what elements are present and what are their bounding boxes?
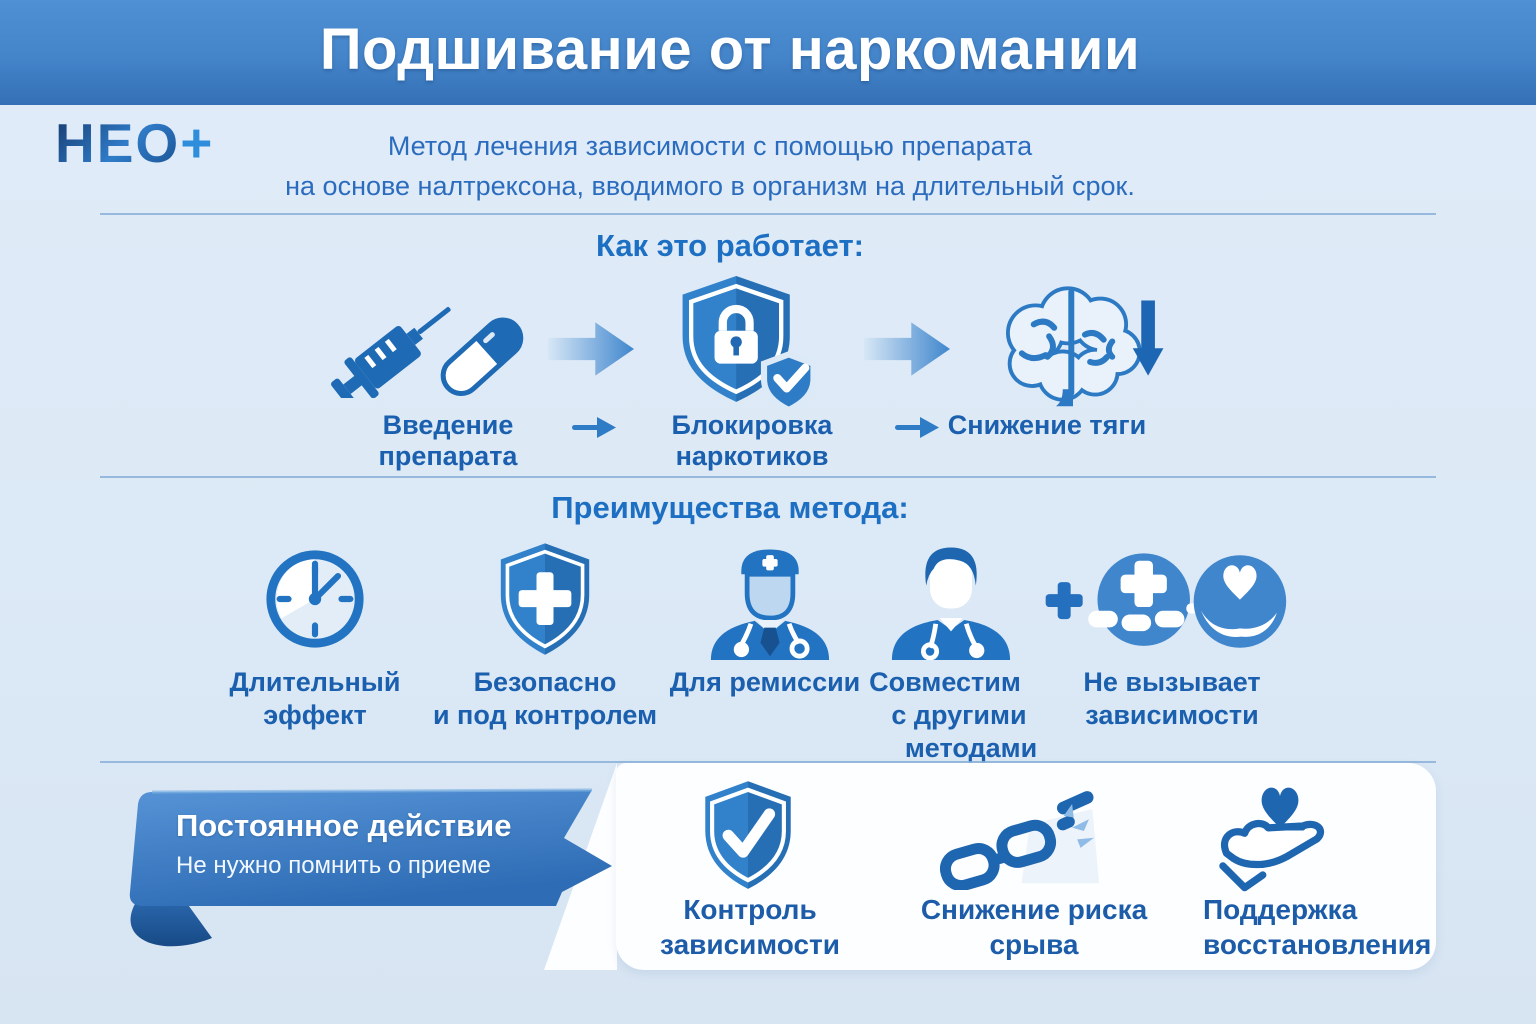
advantage-label: Для ремиссии xyxy=(669,667,861,697)
how-it-works-heading: Как это работает: xyxy=(596,228,864,263)
doctor-cap-icon xyxy=(702,538,838,660)
ribbon-subtitle: Не нужно помнить о приеме xyxy=(176,852,491,879)
shield-lock-icon xyxy=(672,274,822,408)
benefit-label: Снижение риска срыва xyxy=(920,894,1148,960)
advantages-heading: Преимущества метода: xyxy=(551,490,909,525)
step-label: Введение препарата xyxy=(378,410,518,471)
flow-arrow-icon xyxy=(864,314,950,384)
small-arrow-icon xyxy=(570,415,616,439)
clock-icon xyxy=(262,546,368,652)
divider-top xyxy=(100,213,1436,215)
advantage-label: Безопасно и под контролем xyxy=(432,667,658,730)
advantage-label: Совместим с другими методами xyxy=(869,667,1038,763)
benefit-label: Поддержка восстановления xyxy=(1203,894,1432,960)
logo-text: НЕО xyxy=(55,112,181,174)
syringe-pill-icon xyxy=(330,276,542,398)
ribbon-title: Постоянное действие xyxy=(176,808,512,843)
intro-line-1: Метод лечения зависимости с помощью препарата xyxy=(387,131,1033,161)
brain-arrow-down-icon xyxy=(972,280,1174,408)
broken-chain-icon xyxy=(930,772,1108,890)
intro-line-2: на основе налтрексона, вводимого в организм на длительный срок. xyxy=(285,171,1135,201)
advantage-label: Не вызывает зависимости xyxy=(1083,667,1261,730)
advantage-label: Длительный эффект xyxy=(229,667,401,730)
step-label: Блокировка наркотиков xyxy=(671,410,833,471)
flow-arrow-icon xyxy=(548,314,634,384)
plus-chain-heart-hand-icon xyxy=(1040,546,1290,657)
benefit-label: Контроль зависимости xyxy=(660,894,840,960)
divider-middle xyxy=(100,476,1436,478)
shield-cross-icon xyxy=(492,540,598,659)
doctor-stethoscope-icon xyxy=(883,538,1019,660)
intro-text xyxy=(160,126,1260,206)
logo-plus-icon: + xyxy=(180,112,215,174)
shield-check-icon xyxy=(697,778,799,893)
hand-heart-icon xyxy=(1212,775,1348,897)
page-title: Подшивание от наркомании xyxy=(319,17,1141,82)
step-label: Снижение тяги xyxy=(947,410,1147,440)
